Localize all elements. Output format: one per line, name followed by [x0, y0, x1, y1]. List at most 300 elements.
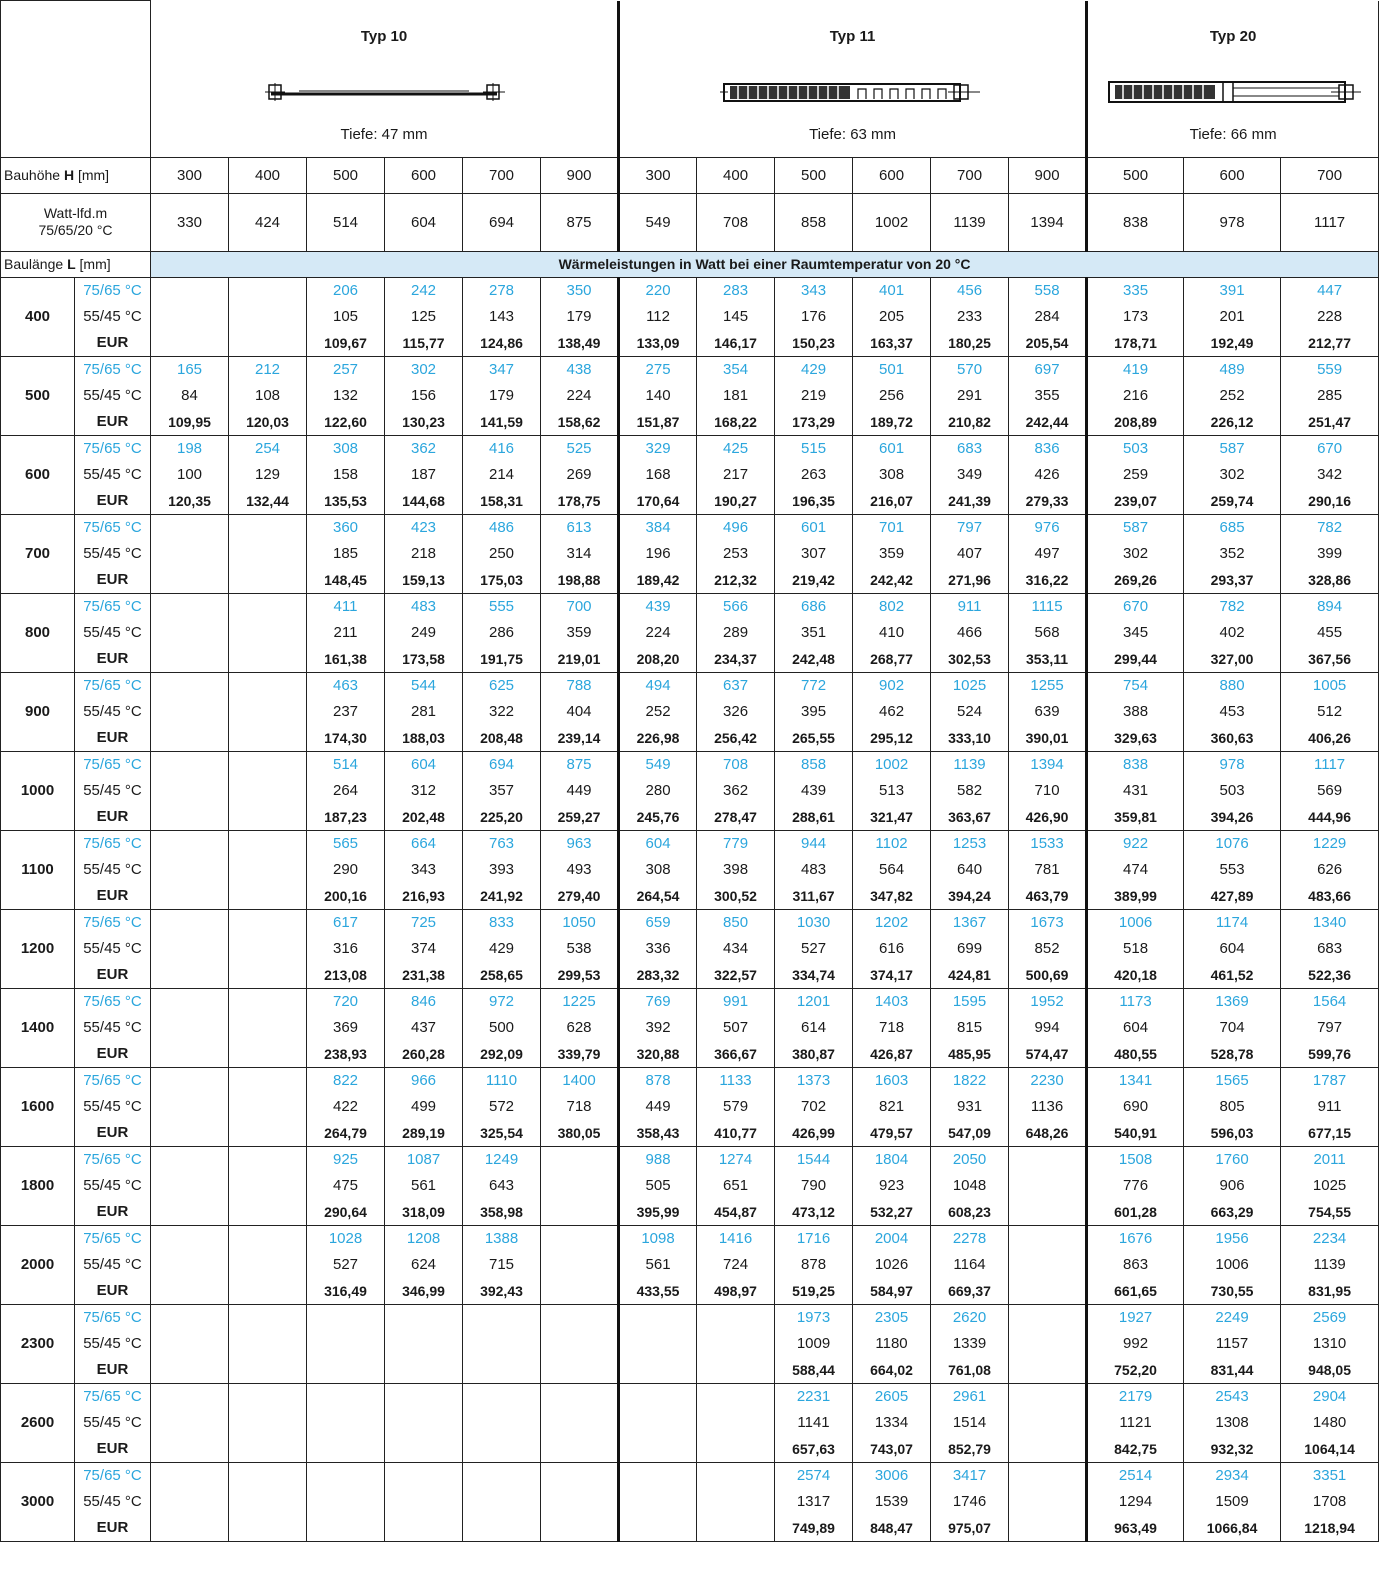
price-eur-cell: 752,20: [1087, 1357, 1184, 1384]
output-55-45-cell: 1514: [931, 1410, 1009, 1436]
watt-value: 424: [229, 193, 307, 251]
output-55-45-cell: [229, 857, 307, 883]
price-eur-cell: [697, 1357, 775, 1384]
output-75-65-cell: 570: [931, 356, 1009, 383]
output-55-45-cell: 105: [307, 304, 385, 330]
output-75-65-cell: 925: [307, 1146, 385, 1173]
output-55-45-cell: 1026: [853, 1252, 931, 1278]
height-value: 400: [697, 157, 775, 193]
output-55-45-cell: [541, 1252, 619, 1278]
output-75-65-cell: 1369: [1184, 988, 1281, 1015]
price-eur-cell: 339,79: [541, 1041, 619, 1068]
output-75-65-cell: 587: [1087, 514, 1184, 541]
output-55-45-cell: 878: [775, 1252, 853, 1278]
output-55-45-cell: [229, 1173, 307, 1199]
price-eur-cell: 144,68: [385, 488, 463, 515]
output-55-45-cell: 626: [1281, 857, 1379, 883]
output-75-65-cell: [697, 1304, 775, 1331]
temp-label: EUR: [75, 1199, 151, 1226]
output-55-45-cell: 434: [697, 936, 775, 962]
price-eur-cell: 138,49: [541, 330, 619, 357]
output-75-65-cell: 782: [1184, 593, 1281, 620]
length-label: 2000: [1, 1225, 75, 1304]
temp-label: EUR: [75, 725, 151, 752]
output-55-45-cell: 1141: [775, 1410, 853, 1436]
output-75-65-cell: 456: [931, 277, 1009, 304]
price-eur-cell: 200,16: [307, 883, 385, 910]
table-row: [1, 936, 1379, 962]
output-75-65-cell: 549: [619, 751, 697, 778]
output-55-45-cell: [1009, 1252, 1087, 1278]
table-row: [1, 620, 1379, 646]
price-eur-cell: 522,36: [1281, 962, 1379, 989]
table-row: [1, 435, 1379, 462]
output-75-65-cell: [151, 593, 229, 620]
output-75-65-cell: 772: [775, 672, 853, 699]
output-75-65-cell: 1956: [1184, 1225, 1281, 1252]
output-55-45-cell: [463, 1489, 541, 1515]
output-75-65-cell: 515: [775, 435, 853, 462]
watt-value: 549: [619, 193, 697, 251]
temp-label: 75/65 °C: [75, 672, 151, 699]
output-55-45-cell: 404: [541, 699, 619, 725]
output-75-65-cell: 694: [463, 751, 541, 778]
price-eur-cell: 268,77: [853, 646, 931, 673]
output-75-65-cell: [151, 1462, 229, 1489]
output-55-45-cell: 399: [1281, 541, 1379, 567]
price-eur-cell: 360,63: [1184, 725, 1281, 752]
output-55-45-cell: 805: [1184, 1094, 1281, 1120]
price-eur-cell: 130,23: [385, 409, 463, 436]
temp-label: 55/45 °C: [75, 1173, 151, 1199]
output-75-65-cell: 419: [1087, 356, 1184, 383]
output-75-65-cell: 558: [1009, 277, 1087, 304]
price-eur-cell: [385, 1357, 463, 1384]
output-75-65-cell: 875: [541, 751, 619, 778]
output-75-65-cell: 763: [463, 830, 541, 857]
output-75-65-cell: [151, 1146, 229, 1173]
table-row: [1, 1331, 1379, 1357]
output-75-65-cell: [151, 909, 229, 936]
output-75-65-cell: 308: [307, 435, 385, 462]
output-55-45-cell: [1009, 1489, 1087, 1515]
output-75-65-cell: 1102: [853, 830, 931, 857]
table-row: [1, 330, 1379, 357]
price-eur-cell: [229, 1515, 307, 1542]
price-eur-cell: [307, 1436, 385, 1463]
watt-value: 1002: [853, 193, 931, 251]
output-75-65-cell: 198: [151, 435, 229, 462]
price-eur-cell: 158,62: [541, 409, 619, 436]
watt-value: 978: [1184, 193, 1281, 251]
output-75-65-cell: [229, 1146, 307, 1173]
temp-label: 55/45 °C: [75, 304, 151, 330]
price-eur-cell: 426,99: [775, 1120, 853, 1147]
output-55-45-cell: 724: [697, 1252, 775, 1278]
temp-label: EUR: [75, 1436, 151, 1463]
output-75-65-cell: 966: [385, 1067, 463, 1094]
price-eur-cell: 180,25: [931, 330, 1009, 357]
price-eur-cell: 265,55: [775, 725, 853, 752]
output-75-65-cell: 1341: [1087, 1067, 1184, 1094]
price-eur-cell: 178,71: [1087, 330, 1184, 357]
output-55-45-cell: 449: [541, 778, 619, 804]
output-75-65-cell: 846: [385, 988, 463, 1015]
output-75-65-cell: 278: [463, 277, 541, 304]
price-eur-cell: 316,49: [307, 1278, 385, 1305]
output-55-45-cell: 345: [1087, 620, 1184, 646]
output-75-65-cell: 1533: [1009, 830, 1087, 857]
output-55-45-cell: 1339: [931, 1331, 1009, 1357]
height-value: 700: [1281, 157, 1379, 193]
output-55-45-cell: 524: [931, 699, 1009, 725]
output-75-65-cell: 685: [1184, 514, 1281, 541]
price-eur-cell: 392,43: [463, 1278, 541, 1305]
price-eur-cell: 848,47: [853, 1515, 931, 1542]
price-eur-cell: 588,44: [775, 1357, 853, 1384]
output-75-65-cell: [463, 1304, 541, 1331]
price-eur-cell: 410,77: [697, 1120, 775, 1147]
output-75-65-cell: 972: [463, 988, 541, 1015]
price-eur-cell: 363,67: [931, 804, 1009, 831]
output-75-65-cell: 659: [619, 909, 697, 936]
price-eur-cell: 288,61: [775, 804, 853, 831]
output-55-45-cell: 393: [463, 857, 541, 883]
output-75-65-cell: 1225: [541, 988, 619, 1015]
output-55-45-cell: 1708: [1281, 1489, 1379, 1515]
table-row: [1, 1462, 1379, 1489]
output-75-65-cell: 976: [1009, 514, 1087, 541]
price-eur-cell: [229, 1199, 307, 1226]
output-75-65-cell: 1760: [1184, 1146, 1281, 1173]
output-75-65-cell: 565: [307, 830, 385, 857]
table-row: [1, 962, 1379, 989]
output-55-45-cell: 505: [619, 1173, 697, 1199]
price-eur-cell: 390,01: [1009, 725, 1087, 752]
price-eur-cell: 463,79: [1009, 883, 1087, 910]
output-75-65-cell: 797: [931, 514, 1009, 541]
output-75-65-cell: 708: [697, 751, 775, 778]
price-eur-cell: 426,87: [853, 1041, 931, 1068]
price-eur-cell: 283,32: [619, 962, 697, 989]
price-eur-cell: 424,81: [931, 962, 1009, 989]
output-55-45-cell: 639: [1009, 699, 1087, 725]
price-eur-cell: 175,03: [463, 567, 541, 594]
price-eur-cell: 975,07: [931, 1515, 1009, 1542]
price-eur-cell: [151, 725, 229, 752]
temp-label: EUR: [75, 646, 151, 673]
output-55-45-cell: 863: [1087, 1252, 1184, 1278]
output-55-45-cell: 538: [541, 936, 619, 962]
output-55-45-cell: [1009, 1410, 1087, 1436]
output-75-65-cell: 1025: [931, 672, 1009, 699]
price-eur-cell: 596,03: [1184, 1120, 1281, 1147]
output-55-45-cell: 715: [463, 1252, 541, 1278]
output-75-65-cell: [151, 1304, 229, 1331]
output-55-45-cell: 422: [307, 1094, 385, 1120]
output-75-65-cell: 362: [385, 435, 463, 462]
price-eur-cell: 730,55: [1184, 1278, 1281, 1305]
output-75-65-cell: [541, 1383, 619, 1410]
price-eur-cell: 173,29: [775, 409, 853, 436]
output-75-65-cell: 254: [229, 435, 307, 462]
output-55-45-cell: 233: [931, 304, 1009, 330]
price-eur-cell: [151, 646, 229, 673]
output-55-45-cell: 302: [1184, 462, 1281, 488]
price-eur-cell: 485,95: [931, 1041, 1009, 1068]
output-55-45-cell: 252: [1184, 383, 1281, 409]
price-eur-cell: 299,44: [1087, 646, 1184, 673]
price-eur-cell: 278,47: [697, 804, 775, 831]
output-75-65-cell: [1009, 1146, 1087, 1173]
price-eur-cell: [229, 1120, 307, 1147]
output-55-45-cell: [619, 1331, 697, 1357]
price-eur-cell: 498,97: [697, 1278, 775, 1305]
output-55-45-cell: 475: [307, 1173, 385, 1199]
table-row: [1, 1120, 1379, 1147]
price-eur-cell: 480,55: [1087, 1041, 1184, 1068]
output-75-65-cell: 670: [1281, 435, 1379, 462]
price-eur-cell: 269,26: [1087, 567, 1184, 594]
price-eur-cell: 316,22: [1009, 567, 1087, 594]
output-55-45-cell: 374: [385, 936, 463, 962]
output-75-65-cell: 1394: [1009, 751, 1087, 778]
output-75-65-cell: 1274: [697, 1146, 775, 1173]
output-75-65-cell: 683: [931, 435, 1009, 462]
output-75-65-cell: 343: [775, 277, 853, 304]
price-eur-cell: 584,97: [853, 1278, 931, 1305]
price-eur-cell: [541, 1278, 619, 1305]
price-eur-cell: 318,09: [385, 1199, 463, 1226]
output-55-45-cell: 604: [1087, 1015, 1184, 1041]
output-75-65-cell: 329: [619, 435, 697, 462]
output-55-45-cell: 250: [463, 541, 541, 567]
price-eur-cell: 426,90: [1009, 804, 1087, 831]
output-75-65-cell: 1373: [775, 1067, 853, 1094]
table-row: [1, 988, 1379, 1015]
output-75-65-cell: 401: [853, 277, 931, 304]
temp-label: EUR: [75, 804, 151, 831]
price-eur-cell: 256,42: [697, 725, 775, 752]
output-75-65-cell: 1673: [1009, 909, 1087, 936]
price-eur-cell: 242,48: [775, 646, 853, 673]
table-row: [1, 646, 1379, 673]
output-55-45-cell: 614: [775, 1015, 853, 1041]
output-75-65-cell: 850: [697, 909, 775, 936]
output-75-65-cell: [229, 751, 307, 778]
price-eur-cell: 159,13: [385, 567, 463, 594]
output-55-45-cell: 181: [697, 383, 775, 409]
price-eur-cell: 743,07: [853, 1436, 931, 1463]
price-eur-cell: 251,47: [1281, 409, 1379, 436]
price-eur-cell: 528,78: [1184, 1041, 1281, 1068]
price-eur-cell: 761,08: [931, 1357, 1009, 1384]
output-75-65-cell: 1787: [1281, 1067, 1379, 1094]
output-55-45-cell: 280: [619, 778, 697, 804]
output-75-65-cell: 1098: [619, 1225, 697, 1252]
output-55-45-cell: 362: [697, 778, 775, 804]
price-eur-cell: [385, 1436, 463, 1463]
output-55-45-cell: 286: [463, 620, 541, 646]
output-55-45-cell: 263: [775, 462, 853, 488]
output-75-65-cell: 1564: [1281, 988, 1379, 1015]
output-55-45-cell: [151, 541, 229, 567]
output-55-45-cell: 710: [1009, 778, 1087, 804]
output-75-65-cell: 894: [1281, 593, 1379, 620]
price-eur-cell: 394,26: [1184, 804, 1281, 831]
length-label: 500: [1, 356, 75, 435]
table-row: [1, 514, 1379, 541]
output-55-45-cell: [541, 1489, 619, 1515]
output-55-45-cell: 264: [307, 778, 385, 804]
output-55-45-cell: 129: [229, 462, 307, 488]
output-55-45-cell: 179: [463, 383, 541, 409]
watt-value: 838: [1087, 193, 1184, 251]
output-75-65-cell: [619, 1462, 697, 1489]
output-75-65-cell: [697, 1462, 775, 1489]
output-75-65-cell: 601: [775, 514, 853, 541]
price-eur-cell: [151, 1041, 229, 1068]
output-75-65-cell: [151, 672, 229, 699]
output-55-45-cell: [151, 1410, 229, 1436]
height-value: 300: [151, 157, 229, 193]
price-eur-cell: 109,67: [307, 330, 385, 357]
output-75-65-cell: 725: [385, 909, 463, 936]
table-row: [1, 1199, 1379, 1226]
output-55-45-cell: [151, 620, 229, 646]
output-55-45-cell: [229, 699, 307, 725]
output-75-65-cell: [229, 514, 307, 541]
output-75-65-cell: 2605: [853, 1383, 931, 1410]
output-55-45-cell: 497: [1009, 541, 1087, 567]
output-75-65-cell: [151, 751, 229, 778]
output-55-45-cell: 1180: [853, 1331, 931, 1357]
price-eur-cell: 146,17: [697, 330, 775, 357]
price-eur-cell: 135,53: [307, 488, 385, 515]
price-eur-cell: 311,67: [775, 883, 853, 910]
temp-label: 75/65 °C: [75, 1225, 151, 1252]
price-eur-cell: 242,42: [853, 567, 931, 594]
output-55-45-cell: [385, 1331, 463, 1357]
price-eur-cell: 148,45: [307, 567, 385, 594]
price-eur-cell: 216,93: [385, 883, 463, 910]
output-55-45-cell: 906: [1184, 1173, 1281, 1199]
output-75-65-cell: 1603: [853, 1067, 931, 1094]
price-eur-cell: 259,27: [541, 804, 619, 831]
price-eur-cell: 212,77: [1281, 330, 1379, 357]
output-75-65-cell: 2050: [931, 1146, 1009, 1173]
output-75-65-cell: 1087: [385, 1146, 463, 1173]
output-55-45-cell: 112: [619, 304, 697, 330]
price-eur-cell: 290,16: [1281, 488, 1379, 515]
price-eur-cell: 831,44: [1184, 1357, 1281, 1384]
price-eur-cell: 547,09: [931, 1120, 1009, 1147]
output-55-45-cell: 527: [775, 936, 853, 962]
output-75-65-cell: 1110: [463, 1067, 541, 1094]
price-eur-cell: 120,03: [229, 409, 307, 436]
price-eur-cell: [229, 330, 307, 357]
price-eur-cell: 754,55: [1281, 1199, 1379, 1226]
price-eur-cell: 532,27: [853, 1199, 931, 1226]
height-value: 600: [853, 157, 931, 193]
length-label: 1600: [1, 1067, 75, 1146]
price-eur-cell: 168,22: [697, 409, 775, 436]
output-55-45-cell: [229, 1015, 307, 1041]
price-eur-cell: 374,17: [853, 962, 931, 989]
output-75-65-cell: 438: [541, 356, 619, 383]
price-eur-cell: 333,10: [931, 725, 1009, 752]
table-row: [1, 883, 1379, 910]
output-75-65-cell: 604: [385, 751, 463, 778]
output-55-45-cell: [385, 1410, 463, 1436]
price-eur-cell: 289,19: [385, 1120, 463, 1147]
price-eur-cell: 219,42: [775, 567, 853, 594]
output-75-65-cell: 838: [1087, 751, 1184, 778]
output-55-45-cell: 307: [775, 541, 853, 567]
table-row: [1, 1252, 1379, 1278]
output-75-65-cell: 354: [697, 356, 775, 383]
output-75-65-cell: 822: [307, 1067, 385, 1094]
output-75-65-cell: 425: [697, 435, 775, 462]
watt-value: 1394: [1009, 193, 1087, 251]
output-55-45-cell: 253: [697, 541, 775, 567]
output-55-45-cell: [307, 1331, 385, 1357]
type-10-depth: Tiefe: 47 mm: [151, 112, 619, 158]
height-value: 400: [229, 157, 307, 193]
radiator-type-10-icon: [151, 73, 619, 112]
output-75-65-cell: 1804: [853, 1146, 931, 1173]
price-eur-cell: 300,52: [697, 883, 775, 910]
output-75-65-cell: 902: [853, 672, 931, 699]
output-55-45-cell: 690: [1087, 1094, 1184, 1120]
price-eur-cell: 574,47: [1009, 1041, 1087, 1068]
output-55-45-cell: 455: [1281, 620, 1379, 646]
output-75-65-cell: 283: [697, 277, 775, 304]
output-75-65-cell: 2249: [1184, 1304, 1281, 1331]
output-75-65-cell: [619, 1304, 697, 1331]
price-eur-cell: 239,07: [1087, 488, 1184, 515]
output-75-65-cell: 1255: [1009, 672, 1087, 699]
length-label: 1800: [1, 1146, 75, 1225]
output-55-45-cell: [151, 936, 229, 962]
output-75-65-cell: 701: [853, 514, 931, 541]
length-label: 1200: [1, 909, 75, 988]
price-eur-cell: 198,88: [541, 567, 619, 594]
output-55-45-cell: [307, 1489, 385, 1515]
price-eur-cell: [307, 1357, 385, 1384]
output-55-45-cell: 651: [697, 1173, 775, 1199]
price-eur-cell: 657,63: [775, 1436, 853, 1463]
price-eur-cell: 178,75: [541, 488, 619, 515]
price-eur-cell: 380,87: [775, 1041, 853, 1068]
price-eur-cell: 329,63: [1087, 725, 1184, 752]
temp-label: 75/65 °C: [75, 277, 151, 304]
temp-label: 55/45 °C: [75, 462, 151, 488]
output-55-45-cell: [229, 1410, 307, 1436]
output-75-65-cell: 384: [619, 514, 697, 541]
output-55-45-cell: 284: [1009, 304, 1087, 330]
price-eur-cell: 225,20: [463, 804, 541, 831]
output-75-65-cell: [229, 277, 307, 304]
temp-label: EUR: [75, 567, 151, 594]
price-eur-cell: 141,59: [463, 409, 541, 436]
output-55-45-cell: 683: [1281, 936, 1379, 962]
output-75-65-cell: 1508: [1087, 1146, 1184, 1173]
output-75-65-cell: [229, 1383, 307, 1410]
price-eur-cell: [151, 962, 229, 989]
price-eur-cell: 122,60: [307, 409, 385, 436]
table-row: [1, 1278, 1379, 1305]
